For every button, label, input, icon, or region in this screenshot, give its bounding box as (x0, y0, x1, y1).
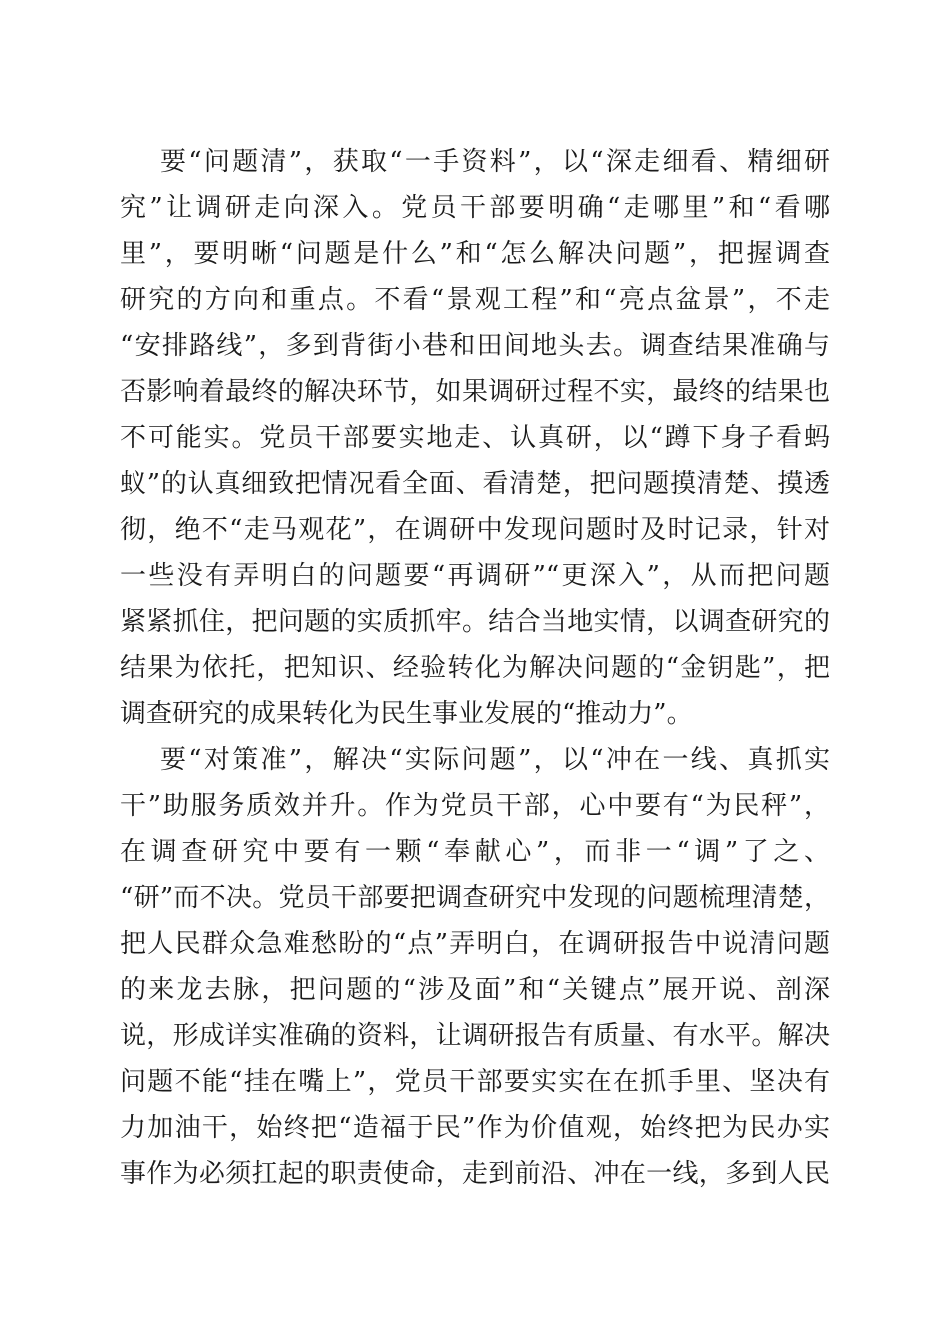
text-line: 在调查研究中要有一颗“奉献心”，而非一“调”了之、 (120, 837, 830, 867)
paragraph-1 (120, 139, 830, 737)
text-line: 里”，要明晰“问题是什么”和“怎么解决问题”，把握调查 (120, 239, 830, 269)
text-line: 问题不能“挂在嘴上”，党员干部要实实在在抓手里、坚决有 (120, 1067, 830, 1097)
text-line: 一些没有弄明白的问题要“再调研”“更深入”，从而把问题 (120, 561, 830, 591)
text-line: 不可能实。党员干部要实地走、认真研，以“蹲下身子看蚂 (120, 423, 830, 453)
text-line: 研究的方向和重点。不看“景观工程”和“亮点盆景”，不走 (120, 285, 830, 315)
text-line: 紧紧抓住，把问题的实质抓牢。结合当地实情，以调查研究的 (120, 607, 830, 637)
body-text (120, 139, 830, 1197)
text-line: 要“对策准”，解决“实际问题”，以“冲在一线、真抓实 (160, 745, 830, 775)
text-line: 否影响着最终的解决环节，如果调研过程不实，最终的结果也 (120, 377, 830, 407)
text-line: 说，形成详实准确的资料，让调研报告有质量、有水平。解决 (120, 1021, 830, 1051)
text-line: 把人民群众急难愁盼的“点”弄明白，在调研报告中说清问题 (120, 929, 830, 959)
text-line: 究”让调研走向深入。党员干部要明确“走哪里”和“看哪 (120, 193, 830, 223)
text-line: “研”而不决。党员干部要把调查研究中发现的问题梳理清楚， (120, 883, 830, 913)
text-line: 结果为依托，把知识、经验转化为解决问题的“金钥匙”，把 (120, 653, 830, 683)
text-line: 的来龙去脉，把问题的“涉及面”和“关键点”展开说、剖深 (120, 975, 830, 1005)
text-line: 蚁”的认真细致把情况看全面、看清楚，把问题摸清楚、摸透 (120, 469, 830, 499)
text-line: “安排路线”，多到背街小巷和田间地头去。调查结果准确与 (120, 331, 830, 361)
text-line: 彻，绝不“走马观花”，在调研中发现问题时及时记录，针对 (120, 515, 830, 545)
text-line: 干”助服务质效并升。作为党员干部，心中要有“为民秤”， (120, 791, 830, 821)
paragraph-2 (120, 737, 830, 1197)
text-line: 事作为必须扛起的职责使命，走到前沿、冲在一线，多到人民 (120, 1159, 830, 1189)
text-line: 调查研究的成果转化为民生事业发展的“推动力”。 (120, 699, 693, 729)
text-line: 力加油干，始终把“造福于民”作为价值观，始终把为民办实 (120, 1113, 830, 1143)
text-line: 要“问题清”，获取“一手资料”，以“深走细看、精细研 (160, 147, 830, 177)
